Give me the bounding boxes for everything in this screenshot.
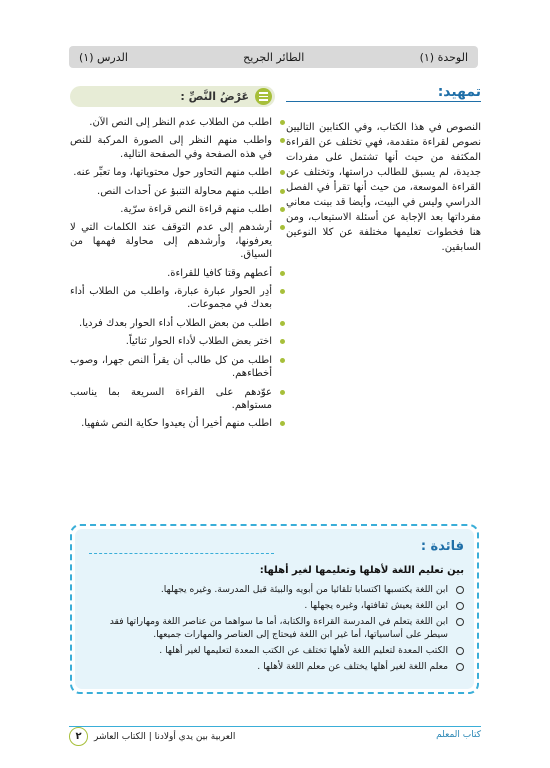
list-item: معلم اللغة لغير أهلها يختلف عن معلم اللغة لأهلها .: [87, 660, 464, 673]
list-item: اختر بعض الطلاب لأداء الحوار ثنائياً.: [70, 335, 272, 348]
bullet-icon: [280, 207, 285, 212]
footer-series-title: العربية بين يدي أولادنا | الكتاب العاشر: [94, 731, 236, 742]
page-number: ٢: [69, 727, 88, 746]
bullet-icon: [280, 138, 285, 143]
benefit-box: [70, 524, 479, 694]
bullet-icon: [280, 189, 285, 194]
circle-bullet-icon: [456, 647, 464, 655]
bullet-icon: [280, 421, 285, 426]
intro-divider: [286, 101, 481, 102]
benefit-divider: [89, 553, 274, 554]
intro-heading: تمهيد:: [437, 84, 481, 100]
benefit-list: [87, 583, 464, 676]
list-item: ابن اللغة يتعلم في المدرسة القراءة والكتابة، أما ما سواهما من عناصر اللغة ومهاراتها فقد سيطر على أساسياتها، أما غير ابن اللغة فيحتاج إلى العناصر والمهارات جميعها.: [87, 615, 464, 641]
list-item: اطلب منهم أخيرا أن يعيدوا حكاية النص شفهيا.: [70, 417, 272, 430]
bullet-icon: [280, 170, 285, 175]
list-item: اطلب من الطلاب عدم النظر إلى النص الآن.: [70, 116, 272, 129]
lesson-header-bar: [69, 46, 478, 68]
footer-series: [69, 727, 235, 746]
circle-bullet-icon: [456, 663, 464, 671]
circle-bullet-icon: [456, 602, 464, 610]
list-item: أرشدهم إلى عدم التوقف عند الكلمات التي لا يعرفونها، وأرشدهم إلى محاولة فهمها من السياق.: [70, 221, 272, 261]
unit-label: الوحدة (١): [419, 50, 468, 64]
bullet-icon: [280, 271, 285, 276]
circle-bullet-icon: [456, 586, 464, 594]
list-item: اطلب منهم التحاور حول محتوياتها، وما تعبِّر عنه.: [70, 166, 272, 179]
bullet-icon: [280, 225, 285, 230]
list-item: واطلب منهم النظر إلى الصورة المركبة للنص في هذه الصفحة وفي الصفحة التالية.: [70, 134, 272, 161]
bullet-icon: [280, 321, 285, 326]
bullet-icon: [280, 390, 285, 395]
presentation-heading-pill: [70, 86, 275, 107]
footer-book-type: كتاب المعلم: [436, 730, 481, 740]
benefit-subheading: بين تعليم اللغة لأهلها وتعليمها لغير أهلها:: [259, 565, 464, 576]
list-item: اطلب من بعض الطلاب أداء الحوار بعدك فرديا.: [70, 317, 272, 330]
presentation-steps: [70, 116, 286, 436]
intro-paragraph: النصوص في هذا الكتاب، وفي الكتابين التاليين نصوص لقراءة متقدمة، فهي تختلف عن القراءة المكثفة من حيث أنها تشتمل على مفردات جديدة، لم يسبق للطالب دراستها، وتختلف عن القراءة الموسعة، من حيث أنها تقرأ في الفصل الدراسي وليس في البيت، وأيضا قد بينت معاني مفرداتها بعد الإجابة عن أسئلة الاستيعاب، ومن هنا فخطوات تعليمها مختلفة عن كلا النوعين السابقين.: [286, 122, 481, 253]
list-item: أعطهم وقتا كافيا للقراءة.: [70, 267, 272, 280]
list-item: ابن اللغة يكتسبها اكتسابا تلقائيا من أبويه والبيئة قبل المدرسة. وغيره يجهلها.: [87, 583, 464, 596]
list-item: عوّدهم على القراءة السريعة بما يناسب مستواهم.: [70, 386, 272, 413]
bullet-icon: [280, 339, 285, 344]
bullet-icon: [280, 358, 285, 363]
list-item: اطلب منهم محاولة التنبؤ عن أحداث النص.: [70, 185, 272, 198]
circle-bullet-icon: [456, 618, 464, 626]
benefit-heading: فائدة :: [420, 539, 464, 554]
bullet-icon: [280, 289, 285, 294]
list-item: اطلب من كل طالب أن يقرأ النص جهرا، وصوب أخطاءهم.: [70, 354, 272, 381]
list-item: الكتب المعدة لتعليم اللغة لأهلها تختلف عن الكتب المعدة لتعليمها لغير أهلها .: [87, 644, 464, 657]
lesson-label: الدرس (١): [79, 50, 128, 64]
list-item: اطلب منهم قراءة النص قراءة سرّية.: [70, 203, 272, 216]
list-icon: [255, 88, 272, 105]
benefit-box-body: [75, 529, 474, 689]
presentation-heading: عَرْضُ النَّصِّ :: [180, 90, 249, 103]
lesson-title: الطائر الجريح: [243, 50, 305, 64]
list-item: أدِر الحوار عبارة عبارة، واطلب من الطلاب أداء بعدك في مجموعات.: [70, 285, 272, 312]
list-item: ابن اللغة يعيش ثقافتها، وغيره يجهلها .: [87, 599, 464, 612]
bullet-icon: [280, 120, 285, 125]
